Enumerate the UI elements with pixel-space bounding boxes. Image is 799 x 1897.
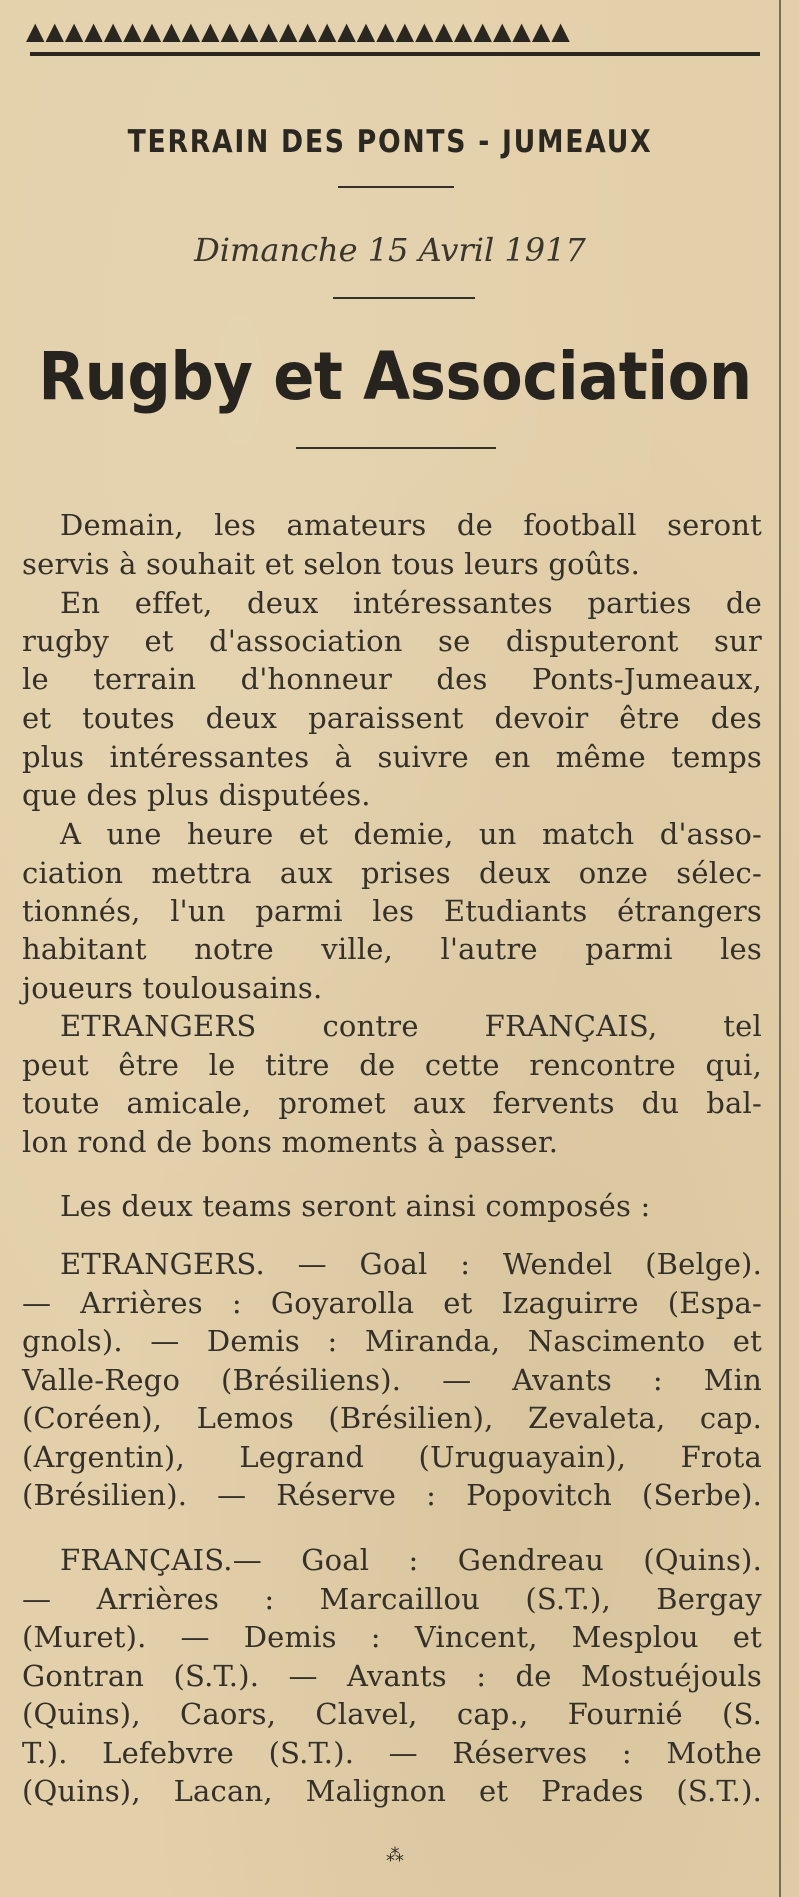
team-line: (Muret). — Demis : Vincent, Mesplou et — [22, 1620, 762, 1654]
team-line: Valle-Rego (Brésiliens). — Avants : Min — [22, 1363, 762, 1397]
top-rule — [30, 52, 760, 56]
article-line: En effet, deux intéressantes parties de — [60, 586, 762, 620]
team-line: (Brésilien). — Réserve : Popovitch (Serbe). — [22, 1478, 762, 1512]
team-line: T.). Lefebvre (S.T.). — Réserves : Mothe — [22, 1736, 762, 1770]
divider-rule — [338, 186, 454, 188]
article-line: le terrain d'honneur des Ponts-Jumeaux, — [22, 662, 762, 696]
venue-heading: TERRAIN DES PONTS - JUMEAUX — [127, 124, 653, 160]
team-line: (Coréen), Lemos (Brésilien), Zevaleta, cap. — [22, 1401, 762, 1435]
team-line: FRANÇAIS.— Goal : Gendreau (Quins). — [60, 1543, 762, 1577]
divider-rule — [296, 447, 496, 449]
team-line: (Argentin), Legrand (Uruguayain), Frota — [22, 1440, 762, 1474]
headline: Rugby et Association — [38, 338, 752, 415]
asterism-separator: ⁂ — [386, 1845, 404, 1866]
article-line: tionnés, l'un parmi les Etudiants étrangers — [22, 894, 762, 928]
date-line: Dimanche 15 Avril 1917 — [194, 231, 586, 269]
article-line: servis à souhait et selon tous leurs goûts. — [22, 547, 641, 581]
article-line: ciation mettra aux prises deux onze sélec- — [22, 856, 762, 890]
article-line: peut être le titre de cette rencontre qui, — [22, 1048, 762, 1082]
article-line: joueurs toulousains. — [22, 971, 323, 1005]
article-line: A une heure et demie, un match d'asso- — [60, 817, 762, 851]
divider-rule — [333, 297, 475, 299]
ornamental-triangle-border: ▲▲▲▲▲▲▲▲▲▲▲▲▲▲▲▲▲▲▲▲▲▲▲▲▲▲▲▲ — [26, 20, 571, 42]
article-line: habitant notre ville, l'autre parmi les — [22, 932, 762, 966]
team-line: Gontran (S.T.). — Avants : de Mostuéjouls — [22, 1659, 762, 1693]
article-line: et toutes deux paraissent devoir être des — [22, 701, 762, 735]
article-line: Les deux teams seront ainsi composés : — [60, 1189, 651, 1223]
team-line: ETRANGERS. — Goal : Wendel (Belge). — [60, 1247, 762, 1281]
article-line: plus intéressantes à suivre en même temps — [22, 740, 762, 774]
team-line: — Arrières : Marcaillou (S.T.), Bergay — [22, 1582, 762, 1616]
team-line: — Arrières : Goyarolla et Izaguirre (Espa- — [22, 1286, 762, 1320]
article-line: rugby et d'association se disputeront sur — [22, 624, 762, 658]
column-rule — [779, 0, 781, 1897]
article-line: que des plus disputées. — [22, 778, 371, 812]
team-line: gnols). — Demis : Miranda, Nascimento et — [22, 1324, 762, 1358]
article-line: toute amicale, promet aux fervents du bal- — [22, 1086, 762, 1120]
team-line: (Quins), Lacan, Malignon et Prades (S.T.). — [22, 1774, 762, 1808]
article-line: lon rond de bons moments à passer. — [22, 1125, 559, 1159]
article-line: ETRANGERS contre FRANÇAIS, tel — [60, 1009, 762, 1043]
article-line: Demain, les amateurs de football seront — [60, 508, 762, 542]
team-line: (Quins), Caors, Clavel, cap., Fournié (S. — [22, 1697, 762, 1731]
